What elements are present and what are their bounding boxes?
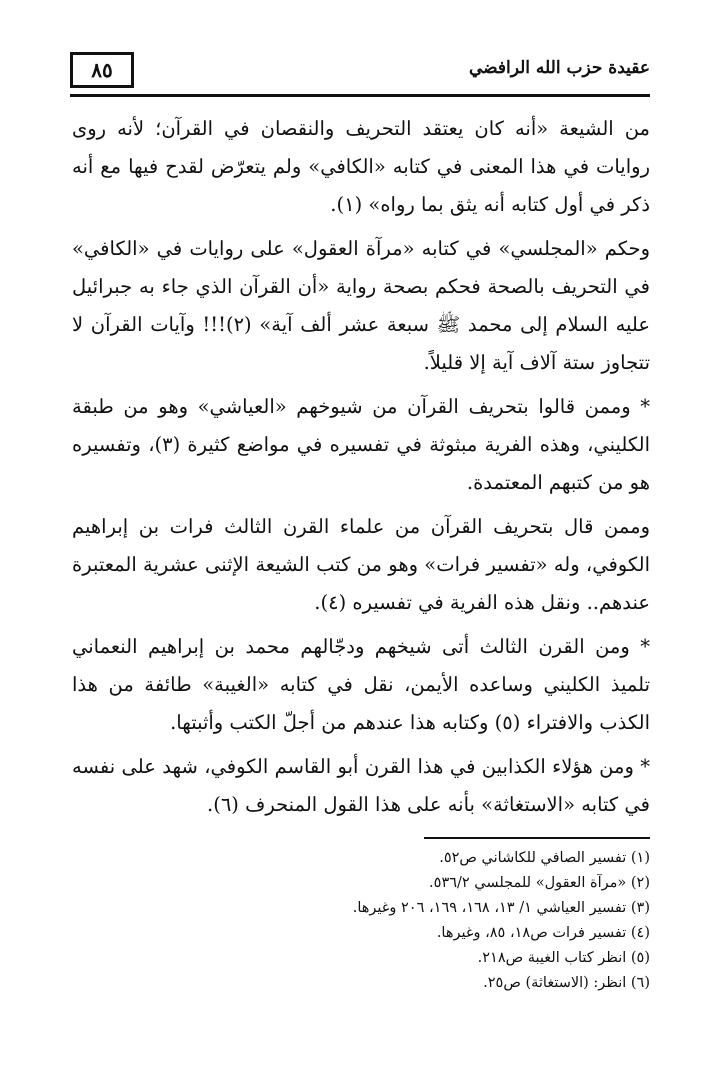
footnote: (٤) تفسير فرات ص١٨، ٨٥، وغيرها. (436, 925, 650, 941)
paragraph: * ومن هؤلاء الكذابين في هذا القرن أبو القاسم الكوفي، شهد على نفسه في كتابه «الاستغاثة» بأنه على هذا القول المنحرف (٦). (72, 755, 650, 816)
footnotes (72, 846, 650, 996)
paragraph: * وممن قالوا بتحريف القرآن من شيوخهم «العياشي» وهو من طبقة الكليني، وهذه الفرية مبثوثة في تفسيره في مواضع كثيرة (٣)، وتفسيره هو من كتبهم المعتمدة. (72, 395, 650, 494)
footnote: (٥) انظر كتاب الغيبة ص٢١٨. (477, 950, 650, 966)
page-header (70, 48, 650, 97)
footnote: (٦) انظر: (الاستغاثة) ص٢٥. (483, 975, 650, 991)
running-title: عقيدة حزب الله الرافضي (468, 58, 650, 78)
footnote: (٢) «مرآة العقول» للمجلسي ٥٣٦/٢. (429, 875, 650, 891)
paragraph: * ومن القرن الثالث أتى شيخهم ودجّالهم محمد بن إبراهيم النعماني تلميذ الكليني وساعده الأيمن، نقل في كتابه «الغيبة» طائفة من هذا الكذب والافتراء (٥) وكتابه هذا عندهم من أجلّ الكتب وأثبتها. (72, 635, 650, 734)
paragraph: من الشيعة «أنه كان يعتقد التحريف والنقصان في القرآن؛ لأنه روى روايات في هذا المعنى في كتابه «الكافي» ولم يتعرّض لقدح فيها مع أنه ذكر في أول كتابه أنه يثق بما رواه» (١). (72, 117, 650, 216)
footnote: (١) تفسير الصافي للكاشاني ص٥٢. (439, 850, 650, 866)
paragraph: وحكم «المجلسي» في كتابه «مرآة العقول» على روايات في «الكافي» في التحريف بالصحة فحكم بصحة رواية «أن القرآن الذي جاء به جبرائيل عليه السلام إلى محمد ﷺ سبعة عشر ألف آية» (٢)!!! وآيات القرآن لا تتجاوز ستة آلاف آية إلا قليلاً. (72, 237, 650, 374)
body-text (72, 110, 650, 830)
page-number: ٨٥ (70, 52, 134, 88)
footnote: (٣) تفسير العياشي ١/ ١٣، ١٦٨، ١٦٩، ٢٠٦ وغيرها. (352, 900, 650, 916)
footnote-separator (424, 837, 650, 839)
paragraph: وممن قال بتحريف القرآن من علماء القرن الثالث فرات بن إبراهيم الكوفي، وله «تفسير فرات» وهو من كتب الشيعة الإثنى عشرية المعتبرة عندهم.. ونقل هذه الفرية في تفسيره (٤). (72, 515, 650, 614)
